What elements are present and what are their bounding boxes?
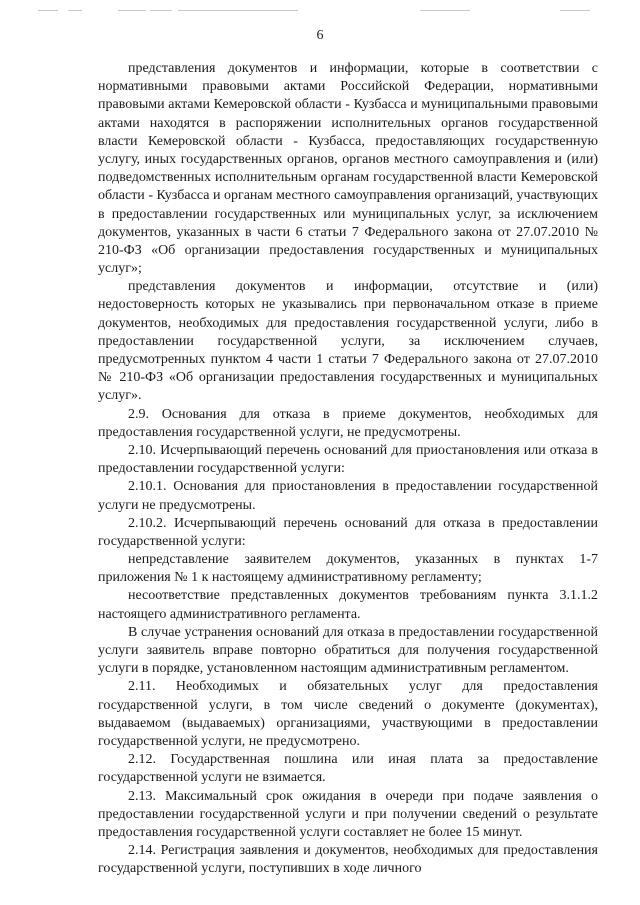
paragraph: 2.10. Исчерпывающий перечень оснований для приостановления или отказа в предоставлении государственной услуги: xyxy=(98,442,598,477)
paragraph: несоответствие представленных документов требованиям пункта 3.1.1.2 настоящего административного регламента. xyxy=(98,588,598,622)
paragraph: 2.9. Основания для отказа в приеме документов, необходимых для предоставления государственной услуги, не предусмотрены. xyxy=(98,406,598,440)
paragraph: 2.11. Необходимых и обязательных услуг для предоставления государственной услуги, в том числе сведений о документе (документах), выдаваемом (выдаваемых) организациями, участвующими в предоставлении государственной услуги, не предусмотрено. xyxy=(98,679,598,749)
page-number: 6 xyxy=(316,28,324,43)
paragraph: 2.10.2. Исчерпывающий перечень оснований для отказа в предоставлении государственной услуги: xyxy=(98,515,598,549)
paragraph: 2.12. Государственная пошлина или иная плата за предоставление государственной услуги не взимается. xyxy=(98,752,598,786)
scan-artifact-line xyxy=(0,10,640,18)
paragraph: В случае устранения оснований для отказа в предоставлении государственной услуги заявитель вправе повторно обратиться для получения государственной услуги в порядке, установленном настоящим административным регламентом. xyxy=(98,624,598,677)
paragraph: 2.10.1. Основания для приостановления в предоставлении государственной услуги не предусмотрены. xyxy=(98,479,598,513)
paragraph: непредставление заявителем документов, указанных в пунктах 1-7 приложения № 1 к настоящему административному регламенту; xyxy=(98,552,598,586)
document-body xyxy=(98,60,598,878)
paragraph: 2.14. Регистрация заявления и документов, необходимых для предоставления государственной услуги, поступивших в ходе личного xyxy=(98,843,598,877)
paragraph: 2.13. Максимальный срок ожидания в очереди при подаче заявления о предоставлении государственной услуги и при получении сведений о результате предоставления государственной услуги составляет не более 15 минут. xyxy=(98,788,598,840)
paragraph: представления документов и информации, которые в соответствии с нормативными правовыми актами Российской Федерации, нормативными правовыми актами Кемеровской области - Кузбасса и муниципальными правовыми актами находятся в распоряжении исполнительных органов государственной власти Кемеровской области - Кузбасса, предоставляющих государственную услугу, иных государственных органов, органов местного самоуправления и (или) подведомственных исполнительным органам государственной власти Кемеровской области - Кузбасса и органам местного самоуправления организаций, участвующих в предоставлении государственных или муниципальных услуг, за исключением документов, указанных в части 6 статьи 7 Федерального закона от 27.07.2010 № 210-ФЗ «Об организации предоставления государственных и муниципальных услуг»; xyxy=(98,61,598,277)
paragraph: представления документов и информации, отсутствие и (или) недостоверность которых не указывались при первоначальном отказе в приеме документов, необходимых для предоставления государственной услуги, либо в предоставлении государственной услуги, за исключением случаев, предусмотренных пунктом 4 части 1 статьи 7 Федерального закона от 27.07.2010 № 210-ФЗ «Об организации предоставления государственных и муниципальных услуг». xyxy=(98,279,598,404)
